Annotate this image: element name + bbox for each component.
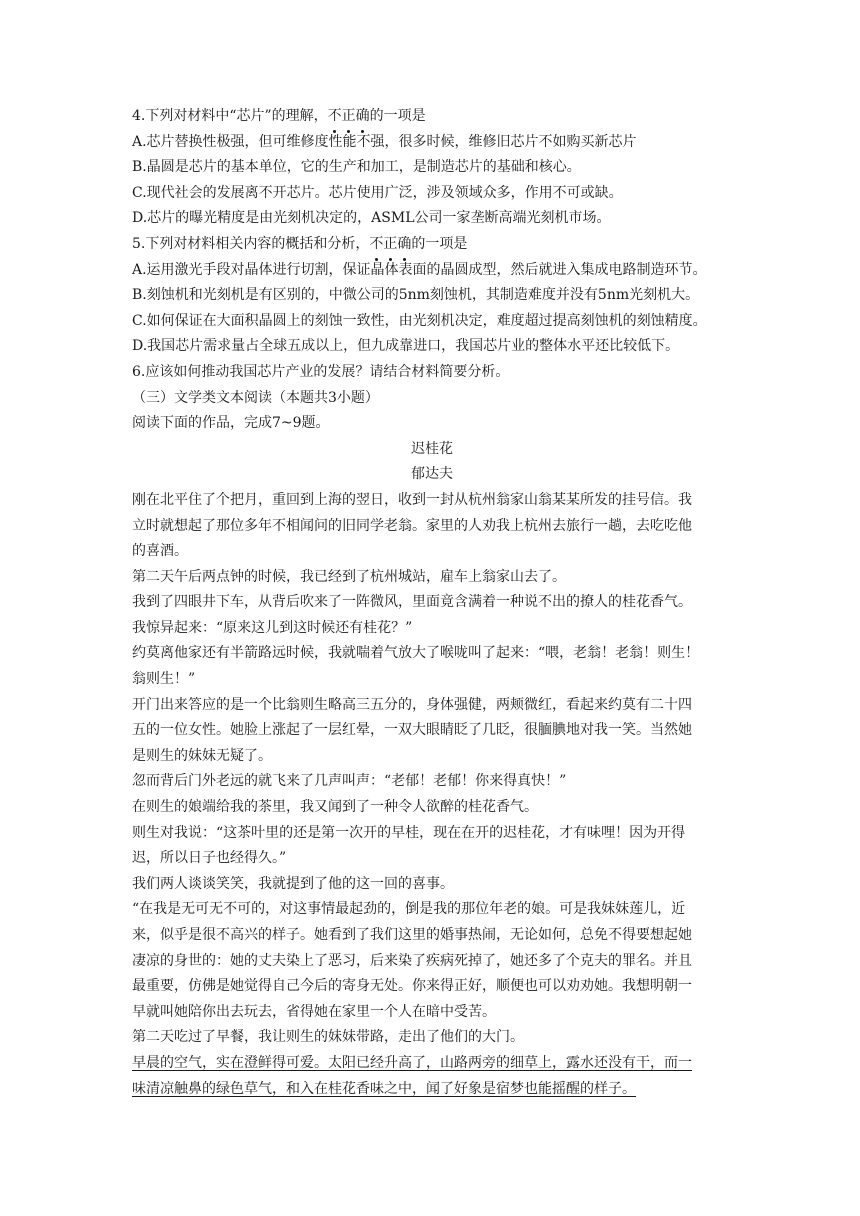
article-line: 五的一位女性。她脸上涨起了一层红晕，一双大眼睛眨了几眨，很腼腆地对我一笑。当然她 — [132, 722, 692, 739]
question-5-stem-text: 5.下列对材料相关内容的概括和分析， — [132, 235, 370, 252]
article-line: “在我是无可无不可的，对这事情最起劲的，倒是我的那位年老的娘。可是我妹妹莲儿，近 — [132, 901, 686, 918]
article-line: 忽而背后门外老远的就飞来了几声叫声：“老郁！老郁！你来得真快！” — [132, 773, 567, 790]
article-line: 第二天吃过了早餐，我让则生的妹妹带路，走出了他们的大门。 — [132, 1029, 524, 1046]
article-line: 凄凉的身世的：她的丈夫染上了恶习，后来染了疾病死掉了，她还多了个克夫的罪名。并且 — [132, 952, 692, 969]
article-underlined-line: 早晨的空气，实在澄鲜得可爱。太阳已经升高了，山路两旁的细草上，露水还没有干，而一 — [132, 1054, 692, 1071]
article-line: 翁则生！” — [132, 671, 196, 688]
question-5-option-d: D.我国芯片需求量占全球五成以上，但九成靠进口，我国芯片业的整体水平还比较低下。 — [132, 338, 680, 355]
question-4-stem-tail: 的一项是 — [369, 108, 426, 124]
article-author: 郁达夫 — [411, 466, 453, 483]
article-line: 开门出来答应的是一个比翁则生略高三五分的，身体强健，两颊微红，看起来约莫有二十四 — [132, 696, 692, 713]
article-line: 刚在北平住了个把月，重回到上海的翌日，收到一封从杭州翁家山翁某某所发的挂号信。我 — [132, 491, 692, 508]
question-5-option-a: A.运用激光手段对晶体进行切割，保证晶体表面的晶圆成型，然后就进入集成电路制造环节。 — [132, 261, 707, 278]
article-line: 早就叫她陪你出去玩去，省得她在家里一个人在暗中受苦。 — [132, 1003, 496, 1020]
question-4-stem-text: 4.下列对材料中“芯片”的理解， — [132, 108, 328, 124]
question-6: 6.应该如何推动我国芯片产业的发展？请结合材料简要分析。 — [132, 363, 510, 380]
article-line: 来，似乎是很不高兴的样子。她看到了我们这里的婚事热闹，无论如何，总免不得要想起她 — [132, 927, 692, 943]
emphasis-dot-char: 确 — [397, 232, 411, 258]
question-5-stem-tail: 的一项是 — [411, 235, 468, 252]
article-title: 迟桂花 — [411, 440, 453, 457]
emphasis-dot-char: 不 — [369, 232, 383, 258]
article-line: 我们两人谈谈笑笑，我就提到了他的这一回的喜事。 — [132, 875, 454, 892]
article-line: 第二天午后两点钟的时候，我已经到了杭州城站，雇车上翁家山去了。 — [132, 568, 566, 585]
question-4-option-b: B.晶圆是芯片的基本单位，它的生产和加工，是制造芯片的基础和核心。 — [132, 159, 581, 176]
question-4-option-d: D.芯片的曝光精度是由光刻机决定的，ASML公司一家垄断高端光刻机市场。 — [132, 210, 611, 227]
section-heading: （三）文学类文本阅读（本题共3小题） — [132, 389, 379, 406]
question-4-option-a: A.芯片替换性极强，但可维修度性能不强，很多时候，维修旧芯片不如购买新芯片 — [132, 133, 637, 150]
emphasis-dot-char: 不 — [328, 104, 342, 130]
article-underlined-line: 味清凉触鼻的绿色草气，和入在桂花香味之中，闻了好象是宿梦也能摇醒的样子。 — [132, 1080, 636, 1097]
article-line: 我到了四眼井下车，从背后吹来了一阵微风，里面竟含满着一种说不出的撩人的桂花香气。 — [132, 594, 692, 611]
emphasis-dot-char: 确 — [356, 104, 370, 130]
section-instruction: 阅读下面的作品，完成7~9题。 — [132, 415, 330, 432]
question-4-stem — [132, 104, 732, 130]
article-line: 我惊异起来：“原来这儿到这时候还有桂花？” — [132, 619, 413, 636]
article-line: 的喜酒。 — [132, 543, 188, 560]
article-line: 则生对我说：“这茶叶里的还是第一次开的早桂，现在在开的迟桂花，才有味哩！因为开得 — [132, 824, 686, 841]
emphasis-dot-char: 正 — [383, 232, 397, 258]
article-line: 约莫离他家还有半箭路远时候，我就喘着气放大了喉咙叫了起来：“喂，老翁！老翁！则生！ — [132, 645, 700, 662]
article-line: 是则生的妹妹无疑了。 — [132, 747, 272, 764]
article-line: 最重要，仿佛是她觉得自己今后的寄身无处。你来得正好，顺便也可以劝劝她。我想明朝一 — [132, 978, 692, 995]
question-4-option-c: C.现代社会的发展离不开芯片。芯片使用广泛，涉及领域众多，作用不可或缺。 — [132, 184, 623, 201]
question-5-stem — [132, 232, 732, 258]
article-line: 迟，所以日子也经得久。” — [132, 850, 287, 867]
document-page — [132, 104, 732, 1102]
emphasis-dot-char: 正 — [342, 104, 356, 130]
question-5-option-c: C.如何保证在大面积晶圆上的刻蚀一致性，由光刻机决定，难度超过提高刻蚀机的刻蚀精度。 — [132, 312, 707, 329]
article-line: 在则生的娘端给我的茶里，我又闻到了一种令人欲醉的桂花香气。 — [132, 799, 538, 816]
question-5-option-b: B.刻蚀机和光刻机是有区别的，中微公司的5nm刻蚀机，其制造难度并没有5nm光刻机大。 — [132, 287, 700, 304]
article-line: 立时就想起了那位多年不相闻问的旧同学老翁。家里的人劝我上杭州去旅行一趟，去吃吃他 — [132, 517, 692, 534]
